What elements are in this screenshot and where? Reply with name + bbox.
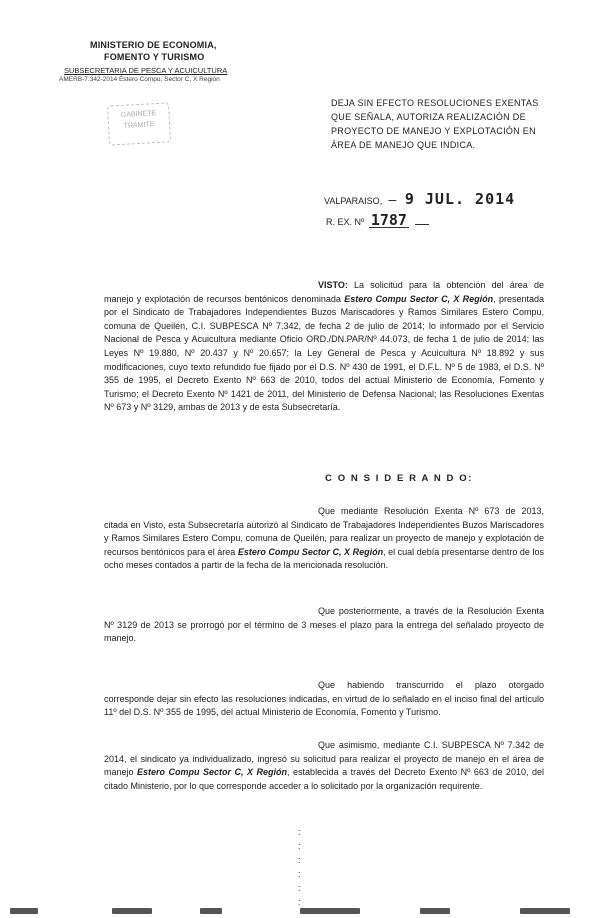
scan-mark <box>420 908 450 914</box>
p2-text: Que posteriormente, a través de la Resolución Exenta Nº 3129 de 2013 se prorrogó por el término de 3 meses el plazo para la entrega del señalado proyecto de manejo. <box>104 606 544 644</box>
resolution-date: 9 JUL. 2014 <box>404 190 516 208</box>
stamp-line2: TRAMITE <box>123 121 155 130</box>
letterhead <box>59 40 286 83</box>
visto-area-name: Estero Compu Sector C, X Región <box>344 293 494 304</box>
ministry-name: MINISTERIO DE ECONOMIA, <box>90 40 217 50</box>
p1-area-name: Estero Compu Sector C, X Región <box>237 546 384 557</box>
p4-text-a: Que asimismo, mediante C.I. SUBPESCA Nº 7.342 de 2014, el sindicato ya individualizado, ingresó su solicitud para realizar el proyecto de manejo en el área de manejo <box>104 740 544 778</box>
p4-text-b: , establecida a través del Decreto Exento Nº 663 de 2010, del citado Ministerio, por lo que corresponde acceder a lo solicitado por la organización requirente. <box>104 767 544 791</box>
considerando-paragraph-2 <box>104 605 544 646</box>
p3-text: Que habiendo transcurrido el plazo otorgado corresponde dejar sin efecto las resoluciones indicadas, en virtud de lo señalado en el inciso final del artículo 11º del D.S. Nº 355 de 1995, del actual Ministerio de Economía, Fomento y Turismo. <box>104 680 544 718</box>
resolution-subject: DEJA SIN EFECTO RESOLUCIONES EXENTAS QUE SEÑALA, AUTORIZA REALIZACIÓN DE PROYECTO DE MANEJO Y EXPLOTACIÓN EN ÁREA DE MANEJO QUE INDICA. <box>331 98 539 150</box>
continuation-marks: : : : : : : <box>298 827 301 907</box>
p1-text-a: Que mediante Resolución Exenta Nº 673 de 2013, citada en Visto, esta Subsecretaría autorizó al Sindicato de Trabajadores Independientes Buzos Mariscadores y Ramos Similares Estero Compu, comuna de Queilén, para realizar un proyecto de manejo y explotación de recursos bentónicos para el área <box>104 506 544 557</box>
visto-text-a: La solicitud para la obtención del área de manejo y explotación de recursos bentónicos denominada <box>104 280 544 304</box>
visto-text-b: , presentada por el Sindicato de Trabajadores Independientes Buzos Mariscadores y Ramos Similares Estero Compu, comuna de Queilén, C.I. SUBPESCA Nº 7.342, de fecha 2 de julio de 2014; lo informado por el Servicio Nacional de Pesca y Acuicultura mediante Oficio ORD./DN.PAR/Nº 44.073, de fecha 1 de julio de 2014; las Leyes Nº 19.880, Nº 20.437 y Nº 20.657; la Ley General de Pesca y Acuicultura Nº 18.892 y sus modificaciones, cuyo texto refundido fue fijado por el D.S. Nº 430 de 1991, el D.F.L. Nº 5 de 1983, el D.S. Nº 355 de 1995, el Decreto Exento Nº 663 de 2010, todos del actual Ministerio de Economía, Fomento y Turismo; el Decreto Exento Nº 1421 de 2011, del Ministerio de Defensa Nacional; las Resoluciones Exentas Nº 673 y Nº 3129, ambas de 2013 y de esta Subsecretaría. <box>104 293 544 413</box>
scan-edge-marks <box>0 904 600 918</box>
considerando-heading: C O N S I D E R A N D O: <box>325 473 474 484</box>
p4-area-name: Estero Compu Sector C, X Región <box>137 767 288 778</box>
scan-mark <box>200 908 222 914</box>
place: VALPARAISO, <box>324 196 383 206</box>
resolution-number <box>326 213 429 228</box>
scan-mark <box>112 908 152 914</box>
scan-mark <box>300 908 360 914</box>
rex-underline <box>415 214 429 225</box>
considerando-paragraph-3 <box>104 679 544 720</box>
subsecretaria-name: SUBSECRETARIA DE PESCA Y ACUICULTURA <box>64 66 228 75</box>
dateline <box>324 190 584 208</box>
file-reference: AMERB-7.342-2014 Estero Compu, Sector C, X Región <box>59 76 220 83</box>
rex-label: R. EX. Nº <box>326 217 365 227</box>
stamp-line1: GABINETE <box>120 110 157 119</box>
considerando-paragraph-4 <box>104 739 544 793</box>
date-dash: – <box>388 191 397 207</box>
visto-paragraph <box>104 279 544 415</box>
ministry-name-line2: FOMENTO Y TURISMO <box>104 52 205 62</box>
visto-label: VISTO: <box>318 280 348 290</box>
p1-text-b: , el cual debía presentarse dentro de los ocho meses contados a partir de la fecha de la mencionada resolución. <box>104 546 544 571</box>
office-stamp <box>107 102 171 145</box>
considerando-paragraph-1 <box>104 505 544 573</box>
rex-number: 1787 <box>370 211 407 229</box>
scan-mark <box>520 908 570 914</box>
scan-mark <box>10 908 38 914</box>
